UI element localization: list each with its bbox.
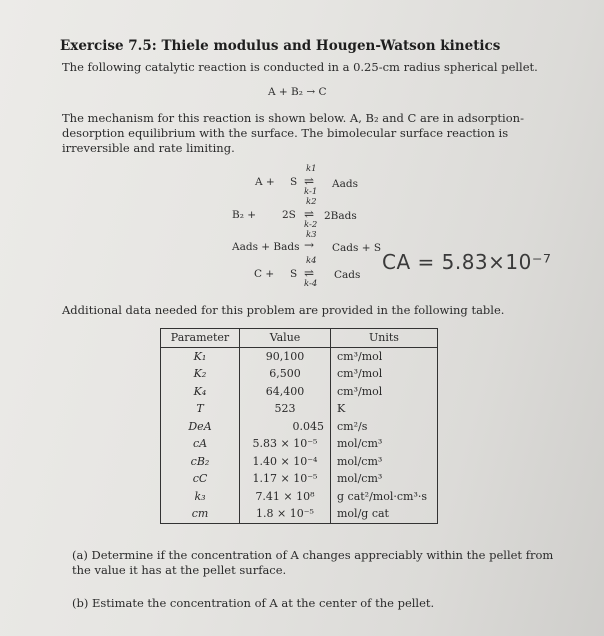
mechanism-step-1-site: S	[290, 176, 298, 188]
table-cell-parameter: cm	[191, 507, 209, 521]
table-cell-units: mol/cm³	[331, 453, 438, 471]
table-cell-units: cm³/mol	[331, 365, 438, 383]
table-cell-value: 1.40 × 10⁻⁴	[240, 453, 331, 471]
table-cell-value: 6,500	[240, 365, 331, 383]
table-cell-parameter: T	[196, 402, 204, 416]
intro-text: The following catalytic reaction is conducted in a 0.25-cm radius spherical pellet.	[62, 60, 538, 74]
mechanism-step-1-lhs: A +	[255, 176, 275, 188]
mechanism-step-2-kfwd: k2	[306, 197, 317, 207]
table-cell-parameter: cC	[192, 472, 208, 486]
mechanism-step-3-kfwd: k3	[306, 230, 317, 240]
table-row	[161, 383, 438, 401]
overall-reaction: A + B₂ → C	[268, 86, 327, 98]
table-row	[161, 470, 438, 488]
table-header-row	[161, 329, 438, 348]
table-row	[161, 418, 438, 436]
table-cell-value: 1.17 × 10⁻⁵	[240, 470, 331, 488]
table-row	[161, 400, 438, 418]
mechanism-step-2-site: 2S	[282, 209, 296, 221]
table-cell-value: 7.41 × 10⁸	[240, 488, 331, 506]
question-b: (b) Estimate the concentration of A at the center of the pellet.	[72, 596, 435, 610]
exercise-title: Exercise 7.5: Thiele modulus and Hougen-Watson kinetics	[60, 38, 501, 54]
table-cell-units: mol/cm³	[331, 470, 438, 488]
table-row	[161, 435, 438, 453]
table-cell-value: 90,100	[240, 347, 331, 365]
mechanism-step-4-lhs: C +	[254, 268, 275, 280]
table-cell-value: 5.83 × 10⁻⁵	[240, 435, 331, 453]
header-parameter: Parameter	[161, 329, 240, 348]
table-cell-parameter: K₂	[193, 367, 207, 381]
mechanism-step-4-kfwd: k4	[306, 256, 317, 266]
mechanism-step-4-rhs: Cads	[334, 269, 361, 281]
handwritten-note: CA = 5.83×10⁻⁷	[382, 250, 552, 274]
mechanism-step-1-rhs: Aads	[332, 178, 358, 190]
table-cell-units: cm³/mol	[331, 383, 438, 401]
mechanism-step-1-arrow: ⇌	[304, 174, 315, 188]
table-cell-units: mol/g cat	[331, 505, 438, 523]
table-cell-value: 64,400	[240, 383, 331, 401]
table-cell-parameter: cB₂	[190, 454, 210, 468]
mechanism-step-3-lhs: Aads + Bads	[232, 241, 300, 253]
mechanism-step-3-rhs: Cads + S	[332, 242, 382, 254]
mechanism-description: The mechanism for this reaction is shown below. A, B₂ and C are in adsorption-desorption equilibrium with the surface. The bimolecular surface reaction is irreversible and rate limiting.	[62, 111, 524, 155]
table-cell-value: 523	[240, 400, 331, 418]
table-cell-units: g cat²/mol·cm³·s	[331, 488, 438, 506]
mechanism-step-1-krev: k-1	[304, 187, 318, 197]
table-row	[161, 488, 438, 506]
mechanism-step-2-krev: k-2	[304, 220, 318, 230]
mechanism-step-1-kfwd: k1	[306, 164, 317, 174]
table-cell-units: mol/cm³	[331, 435, 438, 453]
table-row	[161, 505, 438, 523]
table-cell-parameter: DeA	[188, 419, 212, 433]
mechanism-step-2-lhs: B₂ +	[232, 209, 257, 221]
parameter-table	[160, 328, 438, 524]
table-row	[161, 347, 438, 365]
table-cell-parameter: cA	[192, 437, 208, 451]
mechanism-step-2-arrow: ⇌	[304, 207, 315, 221]
mechanism-step-4-arrow: ⇌	[304, 266, 315, 280]
table-row	[161, 453, 438, 471]
additional-data-text: Additional data needed for this problem are provided in the following table.	[62, 303, 505, 317]
table-cell-value: 1.8 × 10⁻⁵	[240, 505, 331, 523]
mechanism-step-3-arrow: →	[304, 238, 315, 252]
table-cell-parameter: k₃	[194, 489, 206, 503]
table-cell-value: 0.045	[240, 418, 331, 436]
table-row	[161, 365, 438, 383]
table-cell-parameter: K₄	[193, 384, 207, 398]
header-value: Value	[240, 329, 331, 348]
table-cell-parameter: K₁	[193, 349, 207, 363]
mechanism-step-4-site: S	[290, 268, 298, 280]
table-cell-units: cm²/s	[331, 418, 438, 436]
question-a: (a) Determine if the concentration of A changes appreciably within the pellet from the value it has at the pellet surface.	[72, 548, 554, 577]
header-units: Units	[331, 329, 438, 348]
table-cell-units: K	[331, 400, 438, 418]
table-cell-units: cm³/mol	[331, 347, 438, 365]
mechanism-step-4-krev: k-4	[304, 279, 318, 289]
mechanism-step-2-rhs: 2Bads	[324, 210, 357, 222]
